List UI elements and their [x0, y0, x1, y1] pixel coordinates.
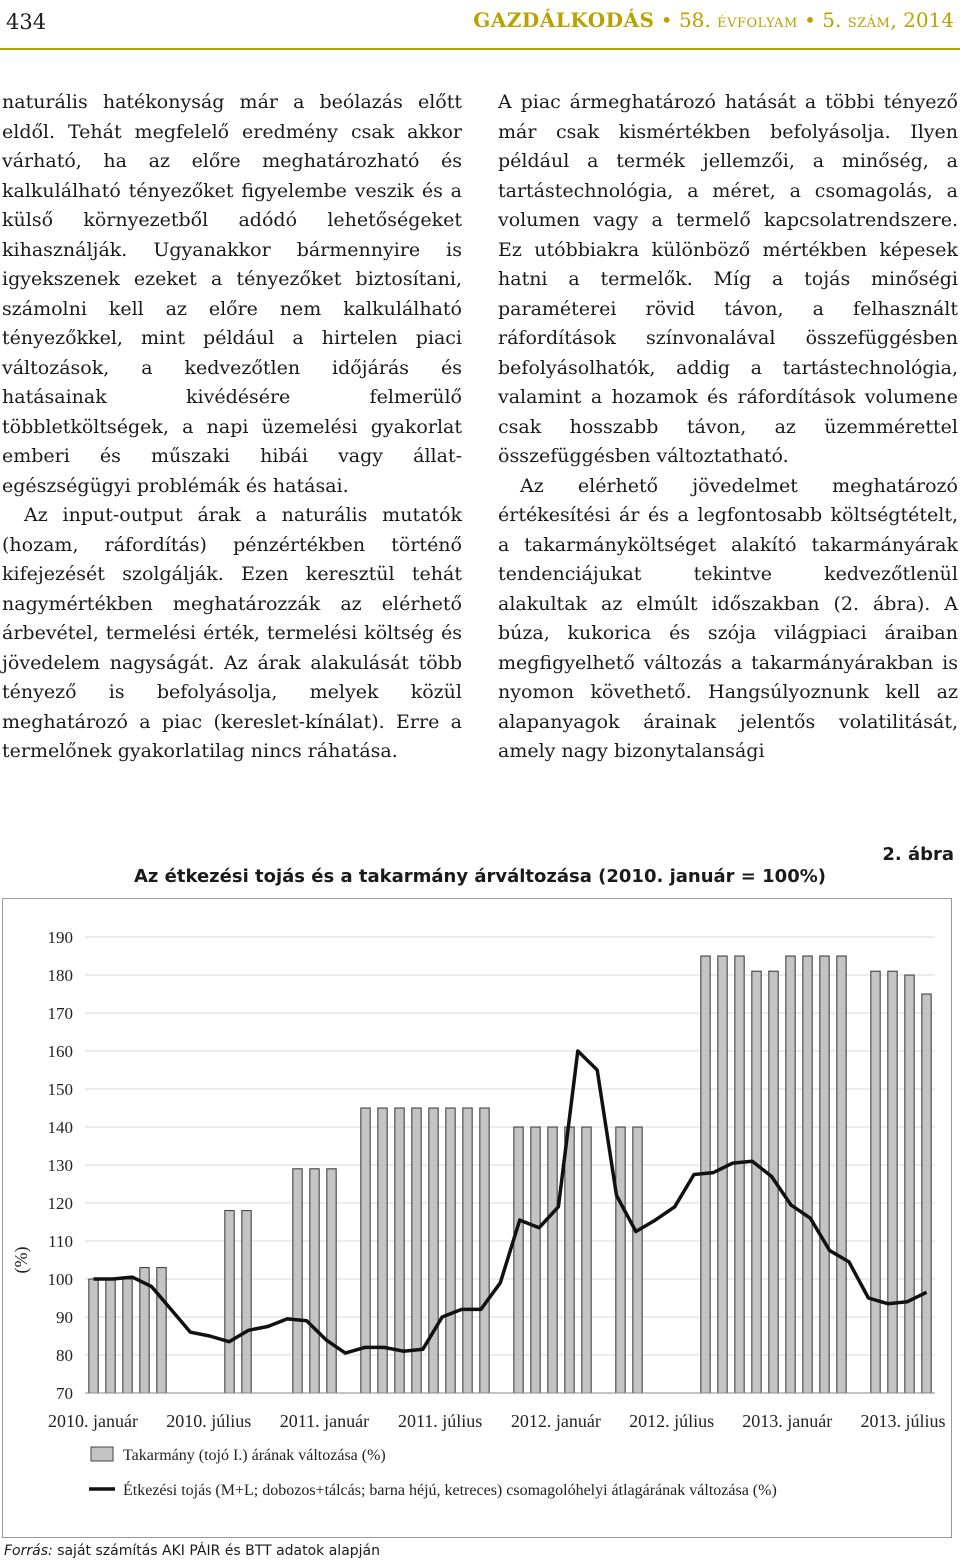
y-tick-label: 140	[47, 1118, 73, 1137]
bar	[565, 1127, 574, 1393]
x-tick-label: 2013. január	[742, 1411, 833, 1431]
y-tick-label: 180	[47, 966, 73, 985]
bar	[225, 1211, 234, 1393]
y-tick-label: 100	[47, 1270, 73, 1289]
egg-price-line	[94, 1051, 927, 1353]
bar	[157, 1268, 166, 1393]
legend-label-feed: Takarmány (tojó I.) árának változása (%)	[123, 1447, 386, 1464]
bar	[905, 975, 914, 1393]
figure-source	[4, 1543, 380, 1559]
bar	[820, 956, 829, 1393]
bar	[463, 1108, 472, 1393]
y-tick-label: 190	[47, 928, 73, 947]
figure-label: 2. ábra	[882, 844, 954, 865]
bar	[480, 1108, 489, 1393]
bar	[123, 1279, 132, 1393]
issue-word: SZÁM	[847, 16, 891, 31]
bar	[888, 971, 897, 1393]
bar	[633, 1127, 642, 1393]
bar	[106, 1279, 115, 1393]
y-tick-label: 170	[47, 1004, 73, 1023]
bar	[786, 956, 795, 1393]
bar	[89, 1279, 98, 1393]
chart-title: Az étkezési tojás és a takarmány árváltozása (2010. január = 100%)	[134, 866, 826, 887]
bar	[752, 971, 761, 1393]
y-axis-label: (%)	[11, 1246, 31, 1274]
volume-number: 58.	[678, 8, 711, 32]
legend-label-egg: Étkezési tojás (M+L; dobozos+tálcás; barna héjú, ketreces) csomagolóhelyi átlagárának változása (%)	[123, 1482, 777, 1499]
year: , 2014	[890, 8, 954, 32]
bar	[429, 1108, 438, 1393]
right-column	[498, 88, 958, 767]
bar	[242, 1211, 251, 1393]
page-header	[0, 0, 960, 52]
x-tick-label: 2011. július	[397, 1411, 483, 1431]
y-tick-label: 160	[47, 1042, 73, 1061]
header-rule	[0, 48, 960, 50]
bar	[548, 1127, 557, 1393]
bar	[922, 994, 931, 1393]
y-tick-label: 150	[47, 1080, 73, 1099]
y-tick-label: 110	[48, 1232, 73, 1251]
source-prefix: Forrás:	[4, 1543, 53, 1559]
bar	[871, 971, 880, 1393]
bar	[327, 1169, 336, 1393]
bar	[514, 1127, 523, 1393]
x-tick-label: 2011. január	[279, 1411, 370, 1431]
bar	[446, 1108, 455, 1393]
left-paragraph-2: Az input-output árak a naturális mutatók (hozam, ráfordítás) pénzértékben történő kifejezését szolgálják. Ezen keresztül tehát nagymértékben meghatározzák az elérhető árbevétel, termelési érték, termelési költség és jövedelem nagyságát. Az árak alakulását több tényező is befolyásolja, melyek közül meghatározó a piac (kereslet-kínálat). Erre a termelőnek gyakorlatilag nincs ráhatása.	[2, 504, 462, 762]
issue-number: 5.	[822, 8, 842, 32]
bar	[531, 1127, 540, 1393]
header-bullet-2: •	[804, 8, 816, 32]
bar	[582, 1127, 591, 1393]
x-tick-label: 2013. július	[860, 1411, 946, 1431]
y-tick-label: 120	[47, 1194, 73, 1213]
left-paragraph-1: naturális hatékonyság már a beólazás előtt eldől. Tehát megfelelő eredmény csak akkor várható, ha az előre meghatározható és kalkulálható tényezőket figyelembe veszik és a külső környezetből adódó lehetőségeket kihasználják. Ugyanakkor bármennyire is igyekszenek ezeket a tényezőket biztosítani, számolni kell az előre nem kalkulálható tényezőkkel, mint például a hirtelen piaci változások, a kedvezőtlen időjárás és hatásainak kivédésére felmerülő többletköltségek, a napi üzemelési gyakorlat emberi és műszaki hibái vagy állat-egészségügyi problémák és hatásai.	[2, 91, 462, 497]
bar	[735, 956, 744, 1393]
x-tick-label: 2010. július	[166, 1411, 252, 1431]
bar	[293, 1169, 302, 1393]
volume-word: ÉVFOLYAM	[717, 16, 798, 31]
y-tick-label: 70	[56, 1384, 73, 1403]
right-paragraph-2: Az elérhető jövedelmet meghatározó értékesítési ár és a legfontosabb költségtételt, a takarmányköltséget alakító takarmányárak tendenciájukat tekintve kedvezőtlenül alakultak az elmúlt időszakban (2. ábra). A búza, kukorica és szója világpiaci áraiban megfigyelhető változás a takarmányárakban is nyomon követhető. Hangsúlyoznunk kell az alapanyagok árainak jelentős volatilitását, amely nagy bizonytalansági	[498, 474, 958, 762]
x-tick-label: 2012. január	[510, 1411, 601, 1431]
page-number: 434	[6, 10, 47, 34]
bar	[378, 1108, 387, 1393]
y-tick-label: 80	[56, 1346, 73, 1365]
bar	[616, 1127, 625, 1393]
legend-swatch-feed	[91, 1447, 113, 1461]
chart-frame	[2, 898, 952, 1538]
x-tick-label: 2012. július	[629, 1411, 715, 1431]
bar	[361, 1108, 370, 1393]
left-column	[2, 88, 462, 767]
header-bullet: •	[660, 8, 673, 32]
bar	[718, 956, 727, 1393]
right-paragraph-1: A piac ármeghatározó hatását a többi tényező már csak kismértékben befolyásolja. Ilyen például a termék jellemzői, a minőség, a tartástechnológia, a méret, a csomagolás, a volumen vagy a termelő kapcsolatrendszere. Ez utóbbiakra különböző mértékben képesek hatni a termelők. Míg a tojás minőségi paraméterei rövid távon, a felhasznált ráfordítások színvonalával összefüggésben befolyásolhatók, addig a tartástechnológia, valamint a hozamok és ráfordítások volumene csak hosszabb távon, az üzemmérettel összefüggésben változtatható.	[498, 91, 958, 467]
y-tick-label: 90	[56, 1308, 73, 1327]
journal-info	[473, 8, 954, 32]
bar	[837, 956, 846, 1393]
journal-name: GAZDÁLKODÁS	[473, 8, 655, 32]
x-tick-label: 2010. január	[48, 1411, 138, 1431]
source-text: saját számítás AKI PÁIR és BTT adatok alapján	[57, 1543, 381, 1559]
y-tick-label: 130	[47, 1156, 73, 1175]
chart-svg	[3, 899, 951, 1537]
bar	[310, 1169, 319, 1393]
bar	[803, 956, 812, 1393]
